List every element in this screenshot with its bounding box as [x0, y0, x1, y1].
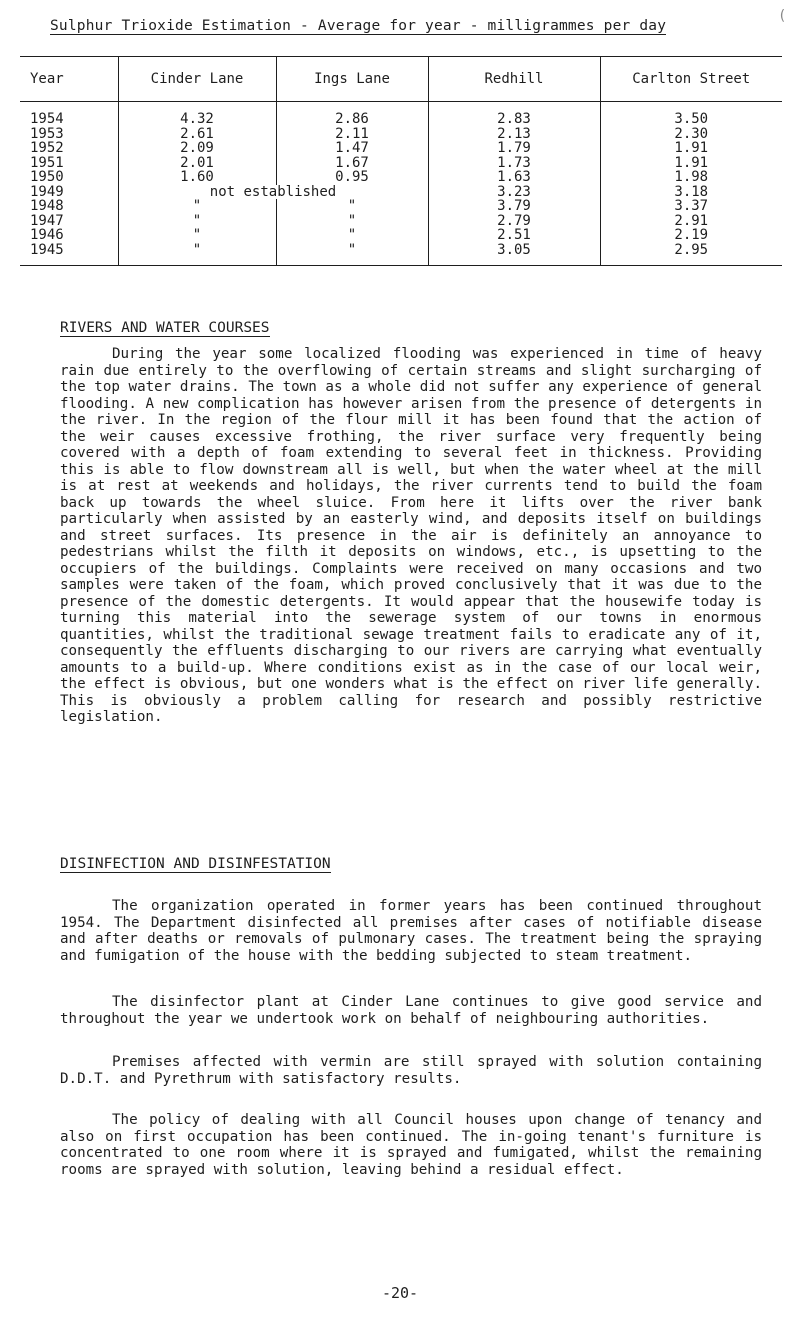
- table-row: [20, 102, 782, 127]
- redhill-cell: 3.79: [428, 199, 600, 214]
- ings-lane-cell: 0.95: [276, 170, 428, 185]
- column-header-cinder-lane: Cinder Lane: [118, 57, 276, 102]
- table-row: [20, 170, 782, 185]
- column-header-year: Year: [20, 57, 118, 102]
- year-cell: 1954: [30, 111, 64, 127]
- ings-lane-cell: 1.47: [276, 141, 428, 156]
- paragraph-disinfection-4: The policy of dealing with all Council houses upon change of tenancy and also on first occupation has been continued. The in-going tenant's furniture is concentrated to one room where it is sprayed and fumigated, whilst the remaining rooms are sprayed with solution, leaving behind a residual effect.: [60, 1112, 762, 1178]
- cinder-lane-cell: ": [118, 228, 276, 243]
- redhill-cell: 3.05: [428, 243, 600, 266]
- redhill-cell: 1.73: [428, 156, 600, 171]
- column-header-redhill: Redhill: [428, 57, 600, 102]
- ings-lane-cell: ": [276, 228, 428, 243]
- cinder-lane-cell: ": [118, 214, 276, 229]
- section-heading-rivers: RIVERS AND WATER COURSES: [60, 320, 270, 336]
- table-header-row: [20, 57, 782, 102]
- ings-lane-cell: ": [276, 214, 428, 229]
- table-title: Sulphur Trioxide Estimation - Average for year - milligrammes per day: [50, 18, 667, 34]
- redhill-cell: 1.79: [428, 141, 600, 156]
- cinder-lane-cell: 2.09: [118, 141, 276, 156]
- cinder-lane-cell: 1.60: [118, 170, 276, 185]
- table-row: [20, 127, 782, 142]
- year-cell: 1947: [30, 212, 64, 229]
- carlton-street-cell: 1.98: [600, 170, 782, 185]
- redhill-cell: 2.51: [428, 228, 600, 243]
- not-established-cell: not established: [118, 185, 428, 200]
- redhill-cell: 3.23: [428, 185, 600, 200]
- paragraph-disinfection-1: The organization operated in former years has been continued throughout 1954. The Department disinfected all premises after cases of notifiable disease and after deaths or removals of pulmonary cases. The treatment being the spraying and fumigation of the house with the bedding subjected to steam treatment.: [60, 898, 762, 964]
- year-cell: 1950: [30, 169, 64, 185]
- carlton-street-cell: 2.91: [600, 214, 782, 229]
- paragraph-disinfection-2: The disinfector plant at Cinder Lane continues to give good service and throughout the year we undertook work on behalf of neighbouring authorities.: [60, 994, 762, 1027]
- cinder-lane-cell: 2.61: [118, 127, 276, 142]
- table-row: [20, 199, 782, 214]
- year-cell: 1952: [30, 140, 64, 156]
- year-cell: 1945: [20, 243, 118, 266]
- ings-lane-cell: 2.11: [276, 127, 428, 142]
- cinder-lane-cell: ": [118, 243, 276, 266]
- year-cell: 1946: [30, 227, 64, 243]
- table-row: [20, 243, 782, 266]
- section-heading-disinfection: DISINFECTION AND DISINFESTATION: [60, 856, 331, 872]
- cinder-lane-cell: 2.01: [118, 156, 276, 171]
- ings-lane-cell: ": [276, 243, 428, 266]
- year-cell: 1948: [30, 198, 64, 214]
- page-number: -20-: [381, 1284, 419, 1302]
- table-row: [20, 156, 782, 171]
- table-row: [20, 141, 782, 156]
- sulphur-trioxide-table: [20, 56, 782, 266]
- ings-lane-cell: 2.86: [276, 102, 428, 127]
- ings-lane-cell: 1.67: [276, 156, 428, 171]
- redhill-cell: 2.79: [428, 214, 600, 229]
- carlton-street-cell: 1.91: [600, 141, 782, 156]
- year-cell: 1949: [30, 183, 64, 200]
- column-header-carlton-street: Carlton Street: [600, 57, 782, 102]
- cinder-lane-cell: 4.32: [118, 102, 276, 127]
- carlton-street-cell: 2.95: [600, 243, 782, 266]
- redhill-cell: 1.63: [428, 170, 600, 185]
- carlton-street-cell: 3.18: [600, 185, 782, 200]
- carlton-street-cell: 2.30: [600, 127, 782, 142]
- column-header-ings-lane: Ings Lane: [276, 57, 428, 102]
- table-row: [20, 185, 782, 200]
- redhill-cell: 2.13: [428, 127, 600, 142]
- table-row: [20, 228, 782, 243]
- carlton-street-cell: 3.37: [600, 199, 782, 214]
- year-cell: 1953: [30, 125, 64, 142]
- cinder-lane-cell: ": [118, 199, 276, 214]
- paragraph-disinfection-3: Premises affected with vermin are still sprayed with solution containing D.D.T. and Pyrethrum with satisfactory results.: [60, 1054, 762, 1087]
- carlton-street-cell: 3.50: [600, 102, 782, 127]
- year-cell: 1951: [30, 154, 64, 171]
- corner-mark: (: [778, 8, 787, 24]
- ings-lane-cell: ": [276, 199, 428, 214]
- carlton-street-cell: 1.91: [600, 156, 782, 171]
- table-row: [20, 214, 782, 229]
- paragraph-rivers: During the year some localized flooding was experienced in time of heavy rain due entirely to the overflowing of certain streams and slight surcharging of the top water drains. The town as a whole did not suffer any experience of general flooding. A new complication has however arisen from the presence of detergents in the river. In the region of the flour mill it has been found that the action of the weir causes excessive frothing, the river surface very frequently being covered with a depth of foam extending to several feet in thickness. Providing this is able to flow downstream all is well, but when the water wheel at the mill is at rest at weekends and holidays, the river currents tend to build the foam back up towards the wheel sluice. From here it lifts over the river bank particularly when assisted by an easterly wind, and deposits itself on buildings and street surfaces. Its presence in the air is definitely an annoyance to pedestrians whilst the filth it deposits on windows, etc., is upsetting to the occupiers of the buildings. Complaints were received on many occasions and two samples were taken of the foam, which proved conclusively that it was due to the presence of the domestic detergents. It would appear that the housewife today is turning this material into the sewerage system of our towns in enormous quantities, whilst the traditional sewage treatment fails to eradicate any of it, consequently the effluents discharging to our rivers are carrying what eventually amounts to a build-up. Where conditions exist as in the case of our local weir, the effect is obvious, but one wonders what is the effect on river life generally. This is obviously a problem calling for research and possibly restrictive legislation.: [60, 346, 762, 726]
- redhill-cell: 2.83: [428, 102, 600, 127]
- carlton-street-cell: 2.19: [600, 228, 782, 243]
